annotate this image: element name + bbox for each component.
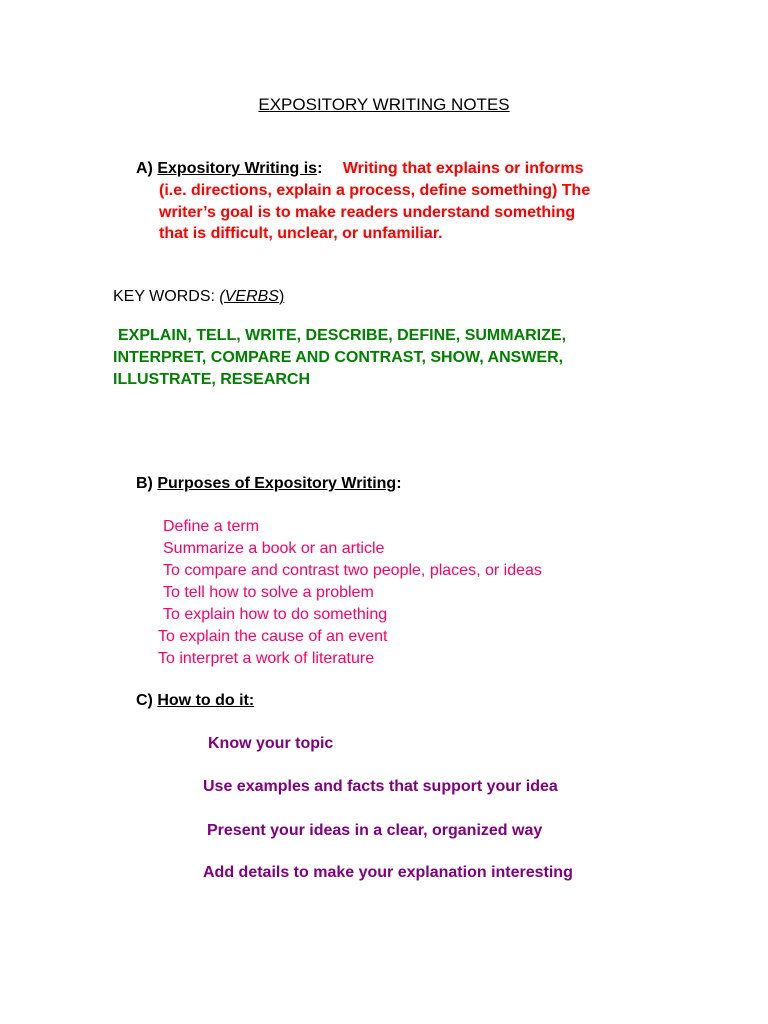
section-b-colon: : <box>396 475 402 492</box>
definition-line: Writing that explains or informs <box>342 160 584 177</box>
how-to-item: Know your topic <box>208 735 334 752</box>
purpose-item: To interpret a work of literature <box>158 650 375 667</box>
definition-line: (i.e. directions, explain a process, define something) The <box>159 182 591 199</box>
section-c-heading: How to do it: <box>157 692 255 709</box>
purpose-item: Summarize a book or an article <box>163 540 385 557</box>
section-a-marker: A) <box>136 160 153 177</box>
section-b-heading: Purposes of Expository Writing <box>157 475 397 492</box>
section-c-heading-line <box>136 690 254 712</box>
keyword-line: INTERPRET, COMPARE AND CONTRAST, SHOW, ANSWER, <box>113 349 564 366</box>
purpose-item: To explain the cause of an event <box>158 628 388 645</box>
purpose-item: To tell how to solve a problem <box>163 584 374 601</box>
how-to-item: Use examples and facts that support your idea <box>203 778 558 795</box>
purpose-item: To explain how to do something <box>163 606 388 623</box>
key-words-close: ) <box>278 288 285 305</box>
section-b-heading-line <box>136 473 402 495</box>
section-b-marker: B) <box>136 475 153 492</box>
how-to-item: Present your ideas in a clear, organized way <box>207 822 543 839</box>
keyword-line: ILLUSTRATE, RESEARCH <box>113 371 311 388</box>
purpose-item: Define a term <box>163 518 260 535</box>
purpose-item: To compare and contrast two people, places, or ideas <box>163 562 542 579</box>
section-a-colon: : <box>317 160 323 177</box>
definition-line: writer’s goal is to make readers understand something <box>159 204 576 221</box>
how-to-item: Add details to make your explanation interesting <box>203 864 573 881</box>
keyword-line: EXPLAIN, TELL, WRITE, DESCRIBE, DEFINE, SUMMARIZE, <box>118 327 567 344</box>
page-title: EXPOSITORY WRITING NOTES <box>258 95 510 114</box>
section-c-marker: C) <box>136 692 153 709</box>
section-a-heading-line <box>136 158 583 180</box>
key-words-verbs: (VERBS <box>219 288 279 305</box>
key-words-heading <box>113 286 284 308</box>
definition-line: that is difficult, unclear, or unfamiliar. <box>159 225 443 242</box>
key-words-label: KEY WORDS: <box>113 288 220 305</box>
section-a-heading: Expository Writing is <box>157 160 318 177</box>
